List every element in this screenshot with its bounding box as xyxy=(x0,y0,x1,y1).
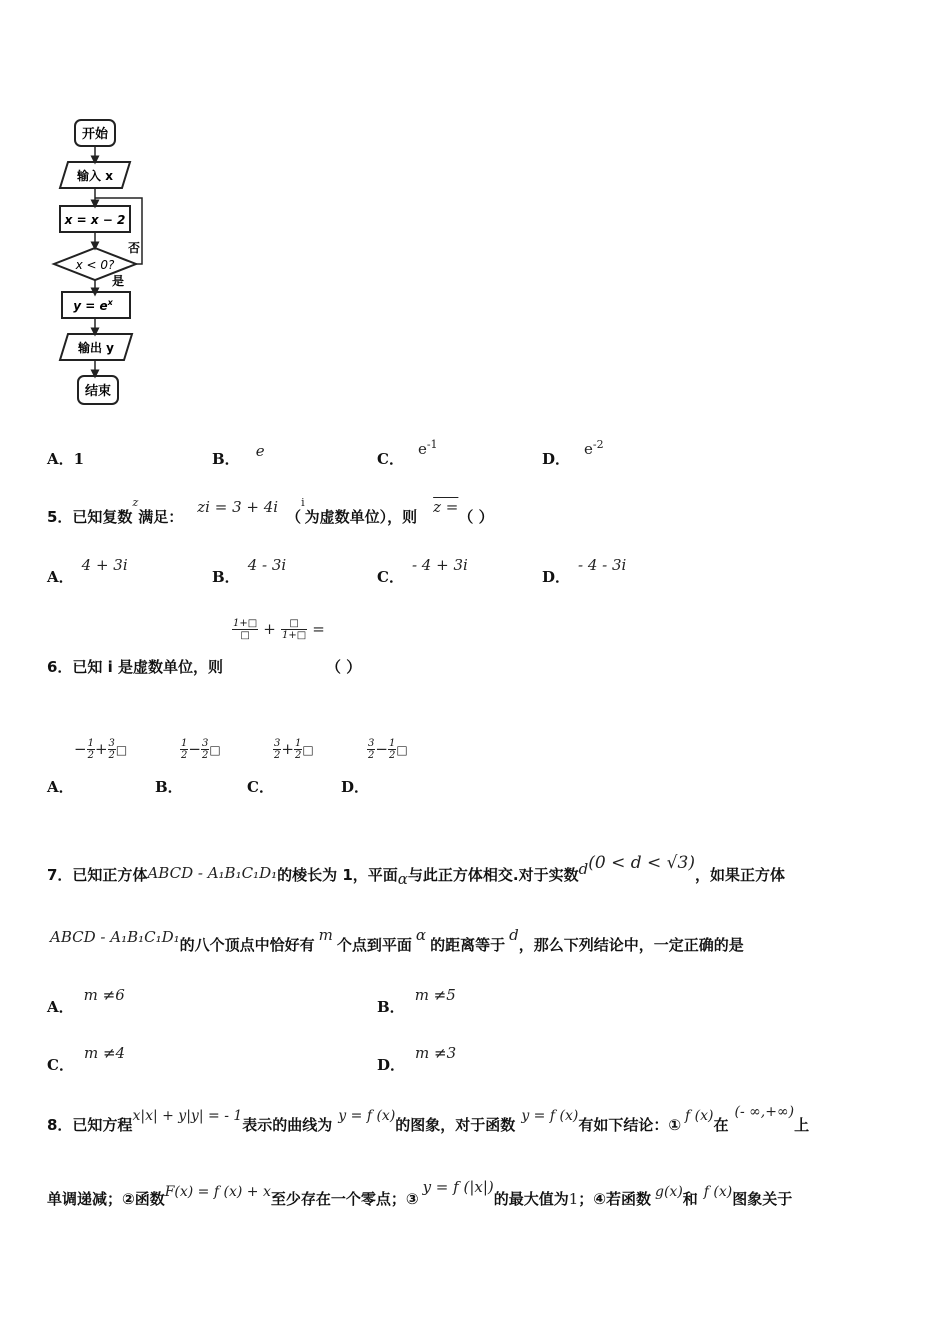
opt-d2: 2 xyxy=(108,750,115,761)
q7-m: m xyxy=(318,926,333,944)
opt-sign: − xyxy=(74,740,87,758)
option-value: e xyxy=(255,442,265,460)
q7-option-b[interactable] xyxy=(377,984,456,1016)
flow-end-label: 结束 xyxy=(84,384,112,399)
flow-input xyxy=(60,162,130,188)
q6-option-b-expr xyxy=(180,738,221,761)
q8-line2 xyxy=(47,1178,793,1208)
q6-option-c[interactable]: C． xyxy=(247,778,274,796)
q7-d: d xyxy=(578,860,589,878)
flow-start-label: 开始 xyxy=(81,127,109,142)
flowchart xyxy=(48,112,158,412)
q4-option-c[interactable] xyxy=(377,438,438,469)
flow-output xyxy=(60,334,132,360)
flow-no-label: 否 xyxy=(128,241,141,255)
option-value: - 4 + 3i xyxy=(411,556,468,574)
q7-option-d[interactable] xyxy=(377,1042,457,1074)
q5-i: i xyxy=(301,496,305,509)
q6-option-a-expr xyxy=(74,738,127,761)
opt-n1: 1 xyxy=(87,738,94,749)
option-value: 4 - 3i xyxy=(247,556,287,574)
q4-option-a[interactable] xyxy=(47,448,84,469)
q7-cube: ABCD - A₁B₁C₁D₁ xyxy=(147,864,278,882)
opt-op: + xyxy=(281,740,294,758)
q8-l1c: 的图象，对于函数 xyxy=(395,1116,516,1134)
flow-output-label: 输出 y xyxy=(77,341,115,355)
q6-f1-num: 1+□ xyxy=(233,618,258,629)
flow-calc-label: y = e xyxy=(73,299,108,313)
opt-n1: 3 xyxy=(368,738,375,749)
flow-end xyxy=(78,376,118,404)
q5-conj: z = xyxy=(433,498,459,517)
q7-option-c[interactable] xyxy=(47,1042,126,1074)
flow-assign-label: x = x − 2 xyxy=(64,213,126,227)
q5-option-a[interactable] xyxy=(47,554,128,586)
q5-paren: （ xyxy=(286,508,302,527)
opt-d2: 2 xyxy=(294,750,302,761)
q7-l1b: 的棱长为 1，平面 xyxy=(277,866,398,884)
option-label: A． xyxy=(47,998,74,1016)
option-sup: -2 xyxy=(592,438,604,451)
opt-d1: 2 xyxy=(368,750,375,761)
q5-tail: （ ） xyxy=(458,508,494,527)
opt-d2: 2 xyxy=(388,750,396,761)
q7-d2: d xyxy=(509,926,519,944)
q5-stem xyxy=(47,496,494,527)
q7-alpha: α xyxy=(397,870,408,888)
q5-prefix: 5．已知复数 xyxy=(47,508,133,527)
q8-interval: (- ∞,+∞) xyxy=(734,1104,795,1120)
q6-option-a[interactable]: A． xyxy=(47,778,74,796)
option-label: D． xyxy=(377,1056,406,1074)
q5-equation: zi = 3 + 4i xyxy=(197,498,279,517)
q8-l2d: ；④若函数 xyxy=(578,1190,651,1208)
q6-text: 6．已知 i 是虚数单位，则 xyxy=(47,658,224,676)
q6-f2-den: 1+□ xyxy=(281,630,307,641)
q6-f1-den: □ xyxy=(240,630,250,641)
option-label: B． xyxy=(212,568,240,586)
q6-tail: （ ） xyxy=(326,658,362,676)
q6-option-b[interactable]: B． xyxy=(155,778,183,796)
opt-op: − xyxy=(375,740,388,758)
q8-l1e: 在 xyxy=(713,1116,729,1134)
q7-option-a[interactable] xyxy=(47,984,125,1016)
option-label: A． xyxy=(47,450,74,468)
q8-yf2: y = f (x) xyxy=(521,1108,579,1124)
q8-yf: y = f (x) xyxy=(338,1108,396,1124)
opt-n2: 3 xyxy=(108,738,115,749)
option-value: - 4 - 3i xyxy=(578,556,627,574)
option-value: 1 xyxy=(73,450,85,468)
opt-box: □ xyxy=(396,743,408,757)
opt-box: □ xyxy=(302,743,314,757)
q8-Fx: F(x) = f (x) + x xyxy=(164,1184,271,1200)
q8-l1b: 表示的曲线为 xyxy=(242,1116,333,1134)
q7-alpha2: α xyxy=(415,926,427,944)
q5-mid2: 为虚数单位），则 xyxy=(304,508,418,527)
q8-fx2: f (x) xyxy=(703,1184,733,1200)
opt-op: − xyxy=(188,740,201,758)
q5-mid1: 满足： xyxy=(138,508,184,527)
option-label: D． xyxy=(542,450,571,469)
q8-l2f: 图象关于 xyxy=(732,1190,793,1208)
option-value: e xyxy=(417,440,427,459)
opt-d1: 2 xyxy=(274,750,281,761)
flow-assign xyxy=(60,206,130,232)
q7-l2a: 的八个顶点中恰好有 xyxy=(179,936,315,954)
q7-cube2: ABCD - A₁B₁C₁D₁ xyxy=(50,928,180,946)
opt-op: + xyxy=(94,740,108,758)
q7-l2b: 个点到平面 xyxy=(336,936,412,954)
option-value: 4 + 3i xyxy=(81,556,128,574)
q6-f2-num: □ xyxy=(281,618,307,630)
opt-d1: 2 xyxy=(87,750,94,761)
opt-box: □ xyxy=(209,743,221,757)
q6-option-d-expr xyxy=(367,738,408,761)
q5-var: z xyxy=(132,496,139,509)
opt-box: □ xyxy=(115,743,128,757)
q5-option-b[interactable] xyxy=(212,554,287,586)
option-value: m ≠4 xyxy=(83,1044,126,1062)
q6-eq: = xyxy=(312,620,325,638)
opt-n1: 3 xyxy=(274,738,281,749)
flow-calc-sup: x xyxy=(107,298,113,307)
opt-n2: 3 xyxy=(201,738,209,749)
q5-option-c[interactable] xyxy=(377,554,468,586)
q8-l1f: 上 xyxy=(794,1116,810,1134)
q7-line1 xyxy=(47,852,785,888)
option-value: e xyxy=(584,440,593,459)
flow-input-label: 输入 x xyxy=(77,169,113,183)
flow-start xyxy=(75,120,115,146)
option-label: B． xyxy=(377,998,405,1016)
q7-l2c: 的距离等于 xyxy=(430,936,506,954)
option-label: C． xyxy=(47,1056,74,1074)
opt-d2: 2 xyxy=(201,750,209,761)
option-sup: -1 xyxy=(426,438,438,451)
q7-cond: (0 < d < √3) xyxy=(588,853,695,873)
option-label: C． xyxy=(377,568,404,586)
q8-l2e: 和 xyxy=(682,1190,698,1208)
flow-decision-label: x < 0? xyxy=(75,258,115,272)
q6-expression xyxy=(232,618,325,641)
opt-d1: 2 xyxy=(181,750,188,761)
q8-l2b: 至少存在一个零点；③ xyxy=(270,1190,419,1208)
q4-option-b[interactable] xyxy=(212,440,265,468)
q6-plus: + xyxy=(263,620,276,638)
q8-l2c: 的最大值为 xyxy=(493,1190,569,1208)
option-label: B． xyxy=(212,450,240,468)
option-value: m ≠6 xyxy=(83,986,125,1004)
q6-option-c-expr xyxy=(273,738,314,761)
q7-l1d: ，如果正方体 xyxy=(694,866,785,884)
flow-yes-label: 是 xyxy=(112,274,125,288)
q4-option-d[interactable] xyxy=(542,438,604,469)
q7-l1a: 7．已知正方体 xyxy=(47,866,148,884)
flow-calc xyxy=(62,292,130,318)
option-label: C． xyxy=(377,450,404,469)
q6-option-d[interactable]: D． xyxy=(341,778,370,796)
q6-stem xyxy=(47,656,223,677)
q7-l2d: ，那么下列结论中，一定正确的是 xyxy=(518,936,744,954)
opt-n2: 1 xyxy=(294,738,302,749)
option-value: m ≠5 xyxy=(414,986,456,1004)
opt-n1: 1 xyxy=(181,738,188,749)
q8-l2a: 单调递减；②函数 xyxy=(47,1190,165,1208)
opt-n2: 1 xyxy=(388,738,396,749)
q8-yfabs: y = f (|x|) xyxy=(422,1178,494,1196)
q7-line2 xyxy=(50,926,744,954)
q8-l1d: 有如下结论：① xyxy=(578,1116,682,1134)
q8-gx: g(x) xyxy=(655,1184,683,1200)
q8-eq1: x|x| + y|y| = - 1 xyxy=(132,1108,243,1124)
option-label: A． xyxy=(47,568,74,586)
option-value: m ≠3 xyxy=(415,1044,457,1062)
q8-fx: f (x) xyxy=(685,1108,714,1124)
q7-l1c: 与此正方体相交.对于实数 xyxy=(407,866,579,884)
q8-line1 xyxy=(47,1104,810,1134)
svg-text:y = ex xyxy=(73,298,113,313)
q8-one: 1 xyxy=(568,1190,579,1208)
option-label: D． xyxy=(542,568,571,586)
q8-l1a: 8．已知方程 xyxy=(47,1116,133,1134)
q5-option-d[interactable] xyxy=(542,554,627,586)
